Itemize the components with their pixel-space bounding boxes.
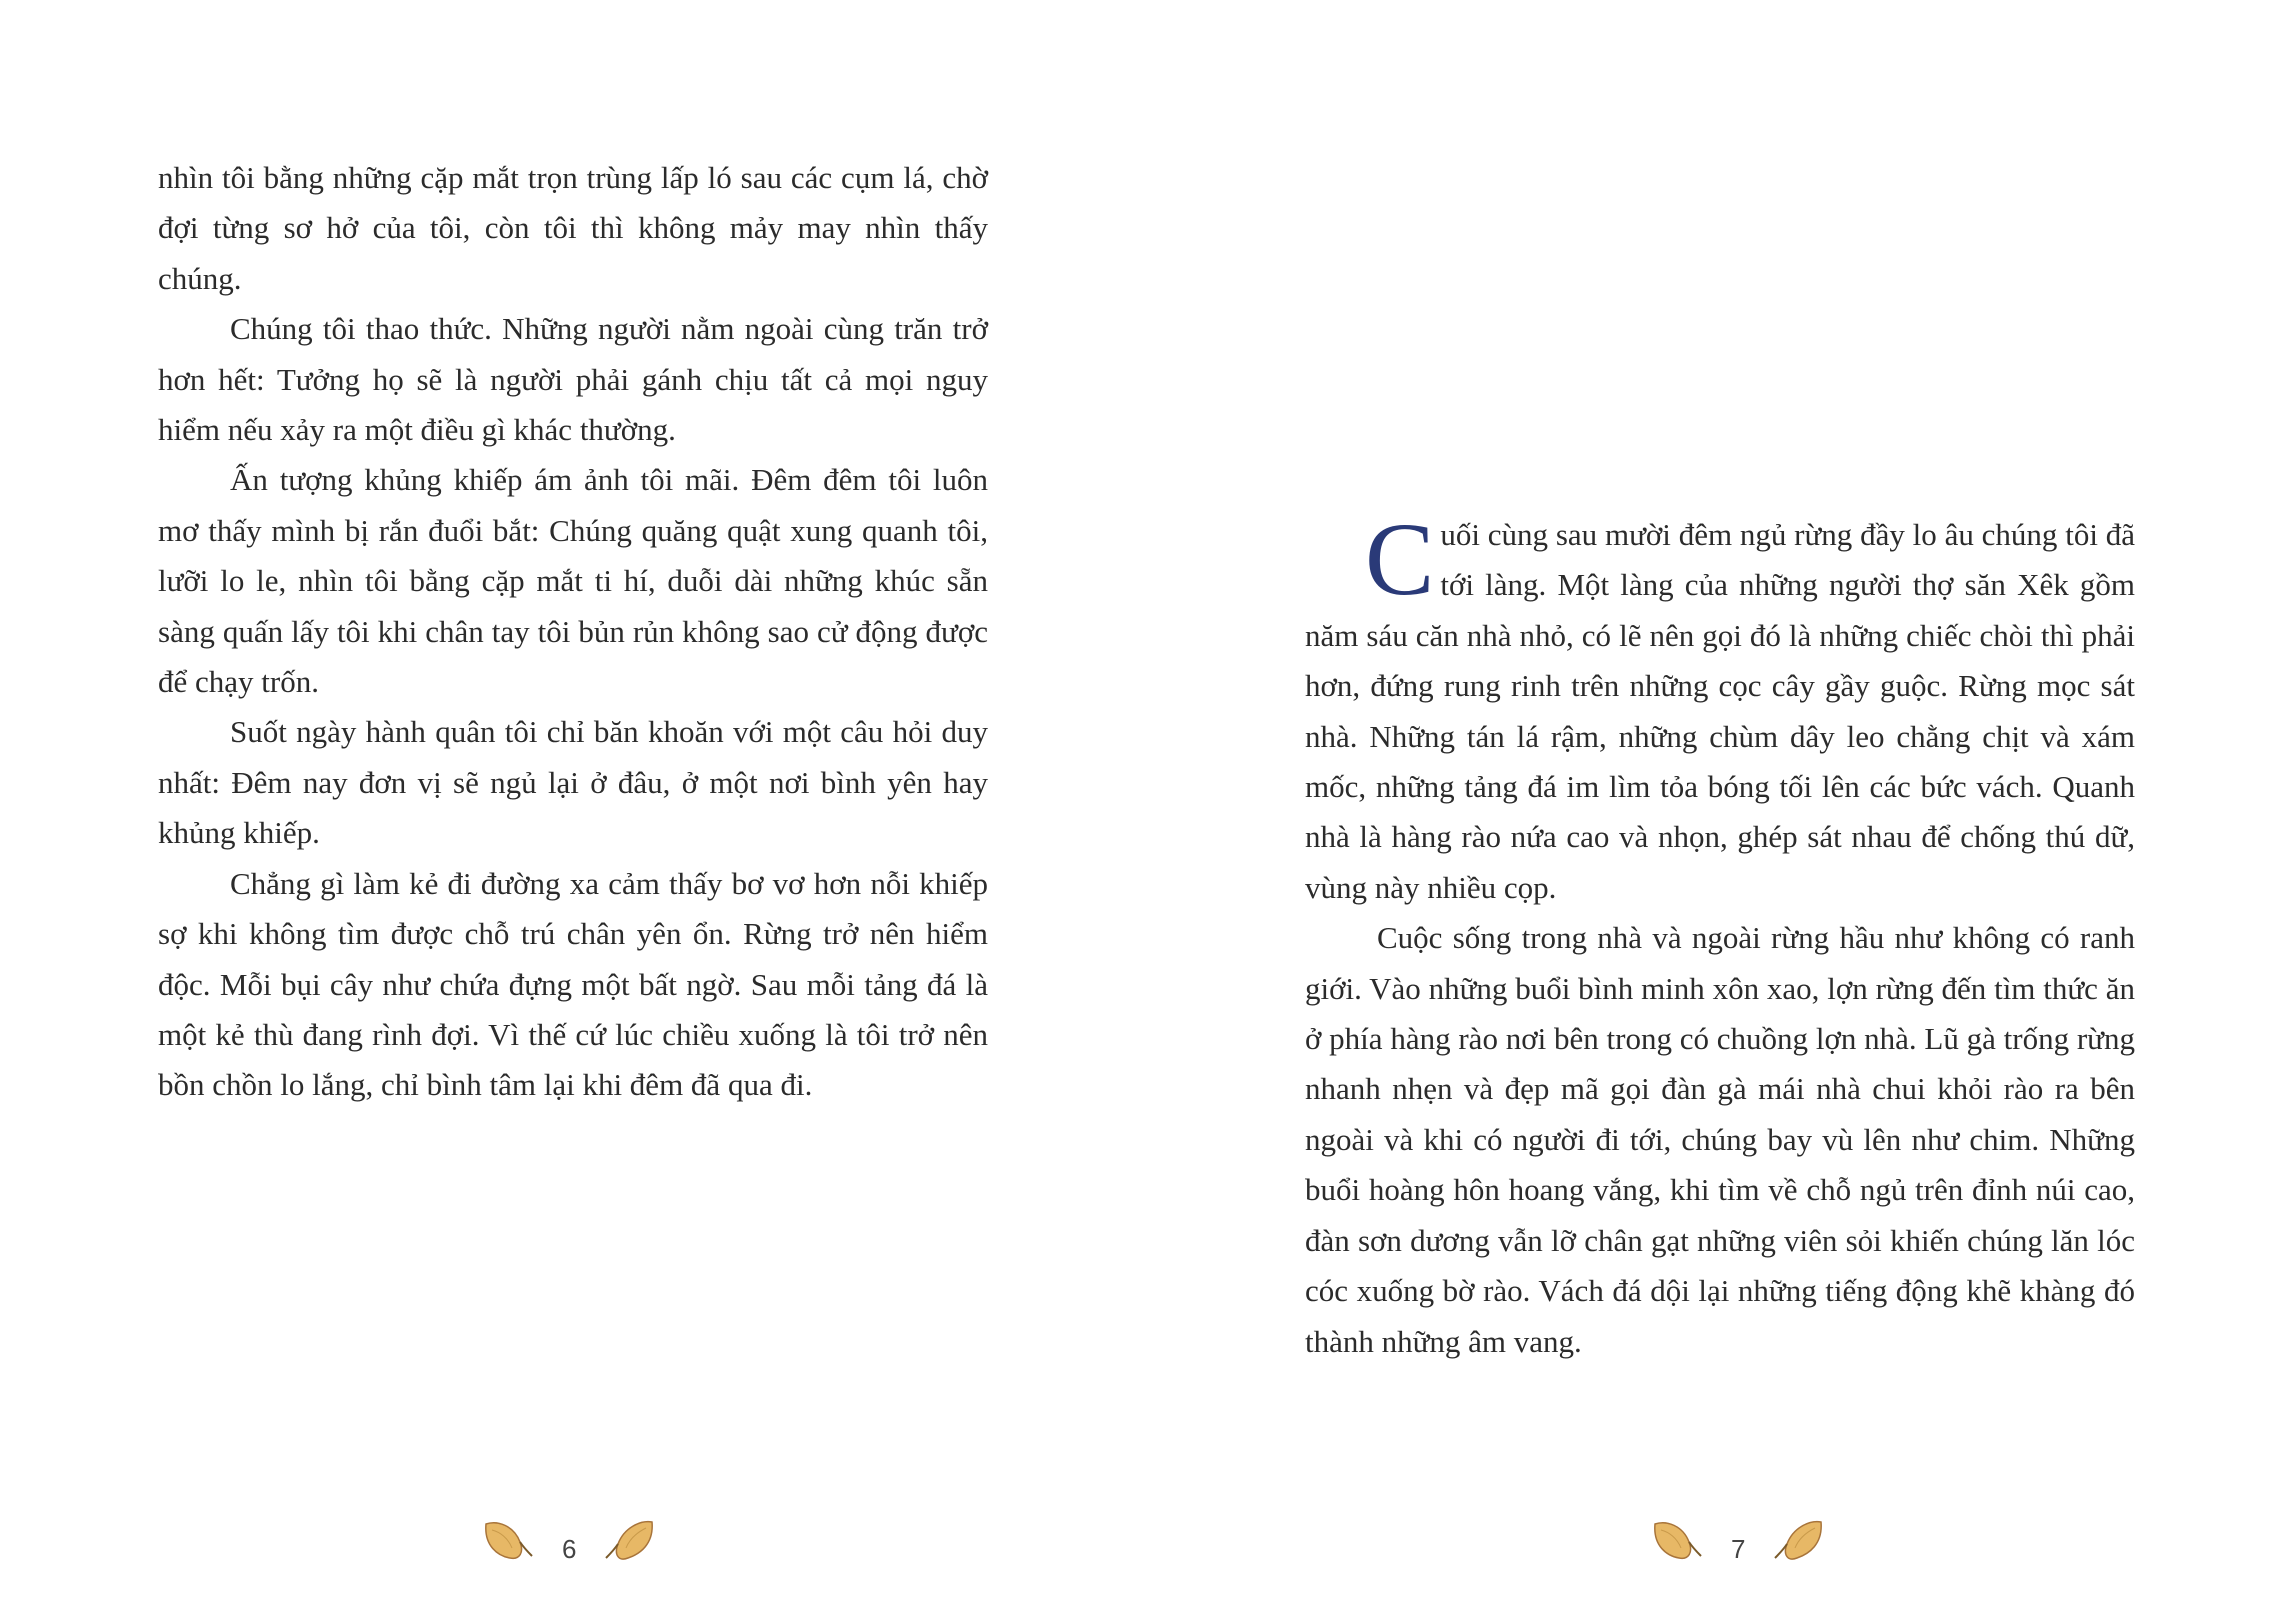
paragraph: Chúng tôi thao thức. Những người nằm ngoài cùng trăn trở hơn hết: Tưởng họ sẽ là người phải gánh chịu tất cả mọi nguy hiểm nếu xảy ra một điều gì khác thường. bbox=[158, 311, 988, 448]
left-body-text bbox=[158, 153, 988, 1111]
butterfly-icon bbox=[480, 1516, 534, 1564]
paragraph: nhìn tôi bằng những cặp mắt trọn trùng lấp ló sau các cụm lá, chờ đợi từng sơ hở của tôi, còn tôi thì không mảy may nhìn thấy chúng. bbox=[158, 160, 988, 296]
page-footer bbox=[480, 1510, 658, 1570]
paragraph-text: uối cùng sau mười đêm ngủ rừng đầy lo âu chúng tôi đã tới làng. Một làng của những người thợ săn Xêk gồm năm sáu căn nhà nhỏ, có lẽ nên gọi đó là những chiếc chòi thì phải hơn, đứng rung rinh trên những cọc cây gầy guộc. Rừng mọc sát nhà. Những tán lá rậm, những chùm dây leo chằng chịt và xám mốc, những tảng đá im lìm tỏa bóng tối lên các bức vách. Quanh nhà là hàng rào nứa cao và nhọn, ghép sát nhau để chống thú dữ, vùng này nhiều cọp. bbox=[1305, 517, 2135, 905]
butterfly-icon bbox=[1773, 1516, 1827, 1564]
butterfly-icon bbox=[604, 1516, 658, 1564]
page-number: 7 bbox=[1731, 1533, 1746, 1564]
page-number: 6 bbox=[562, 1533, 577, 1564]
butterfly-icon bbox=[1649, 1516, 1703, 1564]
page-footer bbox=[1649, 1510, 1827, 1570]
drop-cap: C bbox=[1365, 502, 1435, 617]
right-body-text bbox=[1305, 502, 2135, 1367]
paragraph: Suốt ngày hành quân tôi chỉ băn khoăn với một câu hỏi duy nhất: Đêm nay đơn vị sẽ ngủ lại ở đâu, ở một nơi bình yên hay khủng khiếp. bbox=[158, 714, 988, 851]
right-page bbox=[1142, 0, 2284, 1615]
paragraph: Ấn tượng khủng khiếp ám ảnh tôi mãi. Đêm đêm tôi luôn mơ thấy mình bị rắn đuổi bắt: Chúng quăng quật xung quanh tôi, lưỡi lo le, nhìn tôi bằng cặp mắt ti hí, duỗi dài những khúc sẵn sàng quấn lấy tôi khi chân tay tôi bủn rủn không sao cử động được để chạy trốn. bbox=[158, 462, 988, 700]
paragraph: Cuộc sống trong nhà và ngoài rừng hầu như không có ranh giới. Vào những buổi bình minh xôn xao, lợn rừng đến tìm thức ăn ở phía hàng rào nơi bên trong có chuồng lợn nhà. Lũ gà trống rừng nhanh nhẹn và đẹp mã gọi đàn gà mái nhà chui khỏi rào ra bên ngoài và khi có người đi tới, chúng bay vù lên như chim. Những buổi hoàng hôn hoang vắng, khi tìm về chỗ ngủ trên đỉnh núi cao, đàn sơn dương vẫn lỡ chân gạt những viên sỏi khiến chúng lăn lóc cóc xuống bờ rào. Vách đá dội lại những tiếng động khẽ khàng đó thành những âm vang. bbox=[1305, 920, 2135, 1359]
paragraph: Chẳng gì làm kẻ đi đường xa cảm thấy bơ vơ hơn nỗi khiếp sợ khi không tìm được chỗ trú chân yên ổn. Rừng trở nên hiểm độc. Mỗi bụi cây như chứa đựng một bất ngờ. Sau mỗi tảng đá là một kẻ thù đang rình đợi. Vì thế cứ lúc chiều xuống là tôi trở nên bồn chồn lo lắng, chỉ bình tâm lại khi đêm đã qua đi. bbox=[158, 865, 988, 1103]
chapter-opening-paragraph bbox=[1305, 502, 2135, 913]
